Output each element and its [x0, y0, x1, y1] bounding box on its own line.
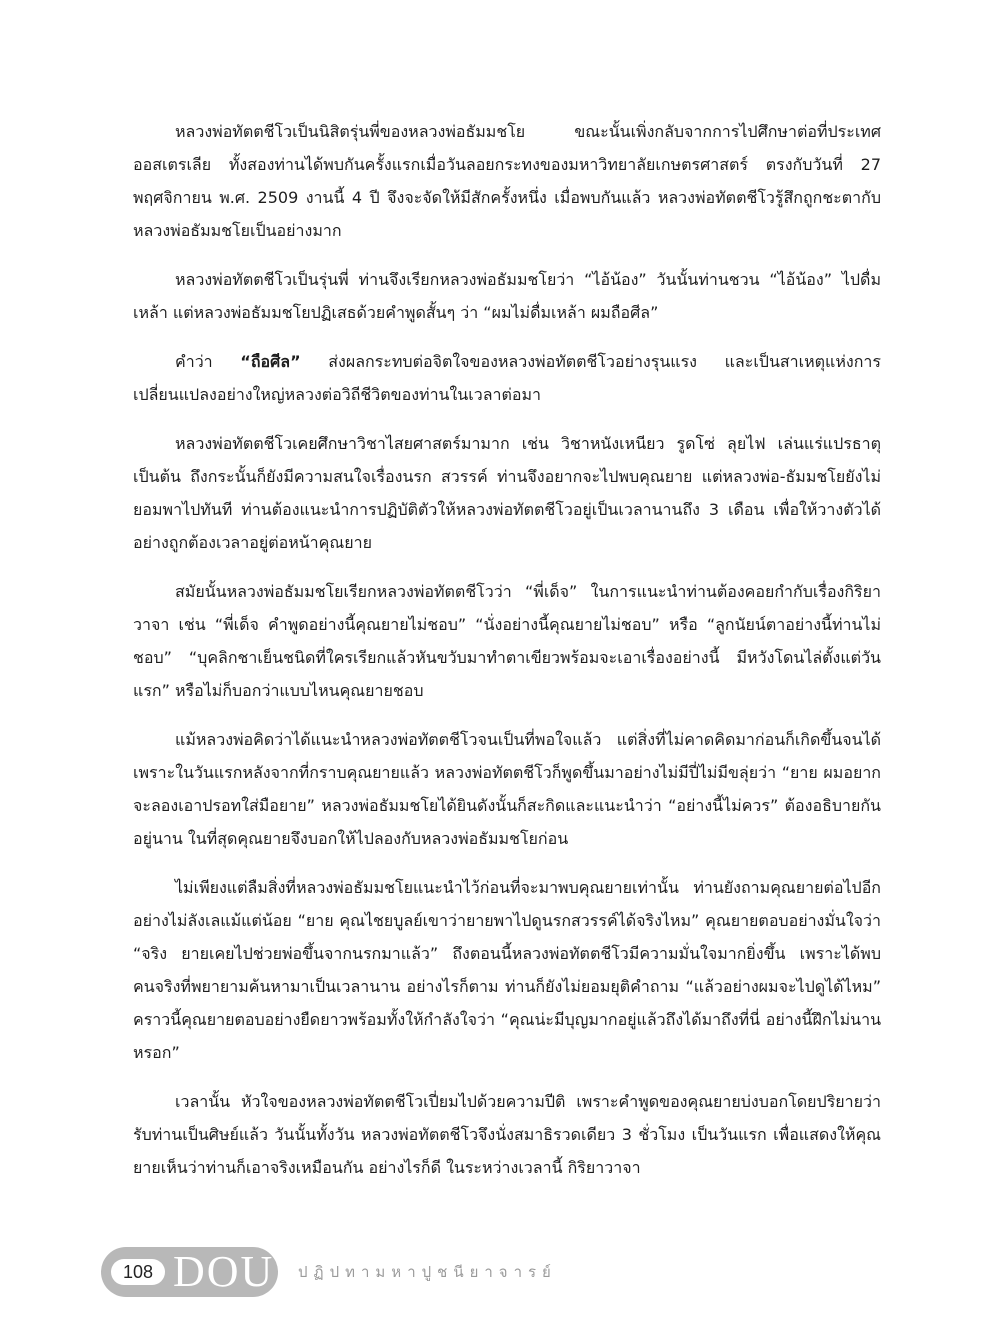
paragraph-7: ไม่เพียงแต่ลืมสิ่งที่หลวงพ่อธัมมชโยแนะนำไว้ก่อนที่จะมาพบคุณยายเท่านั้น ท่านยังถามคุณยายต่อไปอีกอย่างไม่ลังเลแม้แต่น้อย “ยาย คุณไชยบูลย์เขาว่ายายพาไปดูนรกสวรรค์ได้จริงไหม” คุณยายตอบอย่างมั่นใจว่า “จริง ยายเคยไปช่วยพ่อขึ้นจากนรกมาแล้ว” ถึงตอนนี้หลวงพ่อทัตตชีโวมีความมั่นใจมากยิ่งขึ้น เพราะได้พบคนจริงที่พยายามค้นหามาเป็นเวลานาน อย่างไรก็ตาม ท่านก็ยังไม่ยอมยุติคำถาม “แล้วอย่างผมจะไปดูได้ไหม” คราวนี้คุณยายตอบอย่างยืดยาวพร้อมทั้งให้กำลังใจว่า “คุณน่ะมีบุญมากอยู่แล้วถึงได้มาถึงที่นี่ อย่างนี้ฝึกไม่นานหรอก” — [133, 878, 881, 1062]
dou-logo: DOU — [173, 1247, 275, 1296]
paragraph-4: หลวงพ่อทัตตชีโวเคยศึกษาวิชาไสยศาสตร์มามาก เช่น วิชาหนังเหนียว รูดโซ่ ลุยไฟ เล่นแร่แปรธาตุ เป็นต้น ถึงกระนั้นก็ยังมีความสนใจเรื่องนรก สวรรค์ ท่านจึงอยากจะไปพบคุณยาย แต่หลวงพ่อ-ธัมมชโยยังไม่ยอมพาไปทันที ท่านต้องแนะนำการปฏิบัติตัวให้หลวงพ่อทัตตชีโวอยู่เป็นเวลานานถึง 3 เดือน เพื่อให้วางตัวได้อย่างถูกต้องเวลาอยู่ต่อหน้าคุณยาย — [133, 434, 882, 552]
paragraph-3 — [133, 345, 881, 411]
paragraph-5: สมัยนั้นหลวงพ่อธัมมชโยเรียกหลวงพ่อทัตตชีโวว่า “พี่เด็จ” ในการแนะนำท่านต้องคอยกำกับเรื่องกิริยาวาจา เช่น “พี่เด็จ คำพูดอย่างนี้คุณยายไม่ชอบ” “นั่งอย่างนี้คุณยายไม่ชอบ” หรือ “ลูกนัยน์ตาอย่างนี้ท่านไม่ชอบ” “บุคลิกชาเย็นชนิดที่ใครเรียกแล้วหันขวับมาทำตาเขียวพร้อมจะเอาเรื่องอย่างนี้ มีหวังโดนไล่ตั้งแต่วันแรก” หรือไม่ก็บอกว่าแบบไหนคุณยายชอบ — [133, 582, 881, 700]
paragraph-6: แม้หลวงพ่อคิดว่าได้แนะนำหลวงพ่อทัตตชีโวจนเป็นที่พอใจแล้ว แต่สิ่งที่ไม่คาดคิดมาก่อนก็เกิดขึ้นจนได้ เพราะในวันแรกหลังจากที่กราบคุณยายแล้ว หลวงพ่อทัตตชีโวก็พูดขึ้นมาอย่างไม่มีปี่ไม่มีขลุ่ยว่า “ยาย ผมอยากจะลองเอาปรอทใส่มือยาย” หลวงพ่อธัมมชโยได้ยินดังนั้นก็สะกิดและแนะนำว่า “อย่างนี้ไม่ควร” ต้องอธิบายกันอยู่นาน ในที่สุดคุณยายจึงบอกให้ไปลองกับหลวงพ่อธัมมชโยก่อน — [133, 730, 881, 848]
paragraph-3-bold-term: “ถือศีล” — [240, 352, 301, 371]
page-number: 108 — [111, 1259, 165, 1285]
book-title: ปฏิปทามหาปูชนียาจารย์ — [298, 1263, 557, 1281]
paragraph-2: หลวงพ่อทัตตชีโวเป็นรุ่นพี่ ท่านจึงเรียกหลวงพ่อธัมมชโยว่า “ไอ้น้อง” วันนั้นท่านชวน “ไอ้น้อง” ไปดื่มเหล้า แต่หลวงพ่อธัมมชโยปฏิเสธด้วยคำพูดสั้นๆ ว่า “ผมไม่ดื่มเหล้า ผมถือศีล” — [133, 270, 881, 322]
footer-badge — [101, 1247, 278, 1297]
paragraph-1: หลวงพ่อทัตตชีโวเป็นนิสิตรุ่นพี่ของหลวงพ่อธัมมชโย ขณะนั้นเพิ่งกลับจากการไปศึกษาต่อที่ประเทศออสเตรเลีย ทั้งสองท่านได้พบกันครั้งแรกเมื่อวันลอยกระทงของมหาวิทยาลัยเกษตรศาสตร์ ตรงกับวันที่ 27 พฤศจิกายน พ.ศ. 2509 งานนี้ 4 ปี จึงจะจัดให้มีสักครั้งหนึ่ง เมื่อพบกันแล้ว หลวงพ่อทัตตชีโวรู้สึกถูกชะตากับหลวงพ่อธัมมชโยเป็นอย่างมาก — [133, 122, 881, 240]
paragraph-8: เวลานั้น หัวใจของหลวงพ่อทัตตชีโวเปี่ยมไปด้วยความปีติ เพราะคำพูดของคุณยายบ่งบอกโดยปริยายว่า รับท่านเป็นศิษย์แล้ว วันนั้นทั้งวัน หลวงพ่อทัตตชีโวจึงนั่งสมาธิรวดเดียว 3 ชั่วโมง เป็นวันแรก เพื่อแสดงให้คุณยายเห็นว่าท่านก็เอาจริงเหมือนกัน อย่างไรก็ดี ในระหว่างเวลานี้ กิริยาวาจา — [133, 1092, 881, 1177]
body-text — [133, 115, 881, 1200]
paragraph-3-rest: ส่งผลกระทบต่อจิตใจของหลวงพ่อทัตตชีโวอย่างรุนแรง และเป็นสาเหตุแห่งการเปลี่ยนแปลงอย่างใหญ่หลวงต่อวิถีชีวิตของท่านในเวลาต่อมา — [133, 352, 881, 404]
paragraph-3-prefix: คำว่า — [175, 352, 241, 371]
page-footer — [101, 1247, 557, 1297]
